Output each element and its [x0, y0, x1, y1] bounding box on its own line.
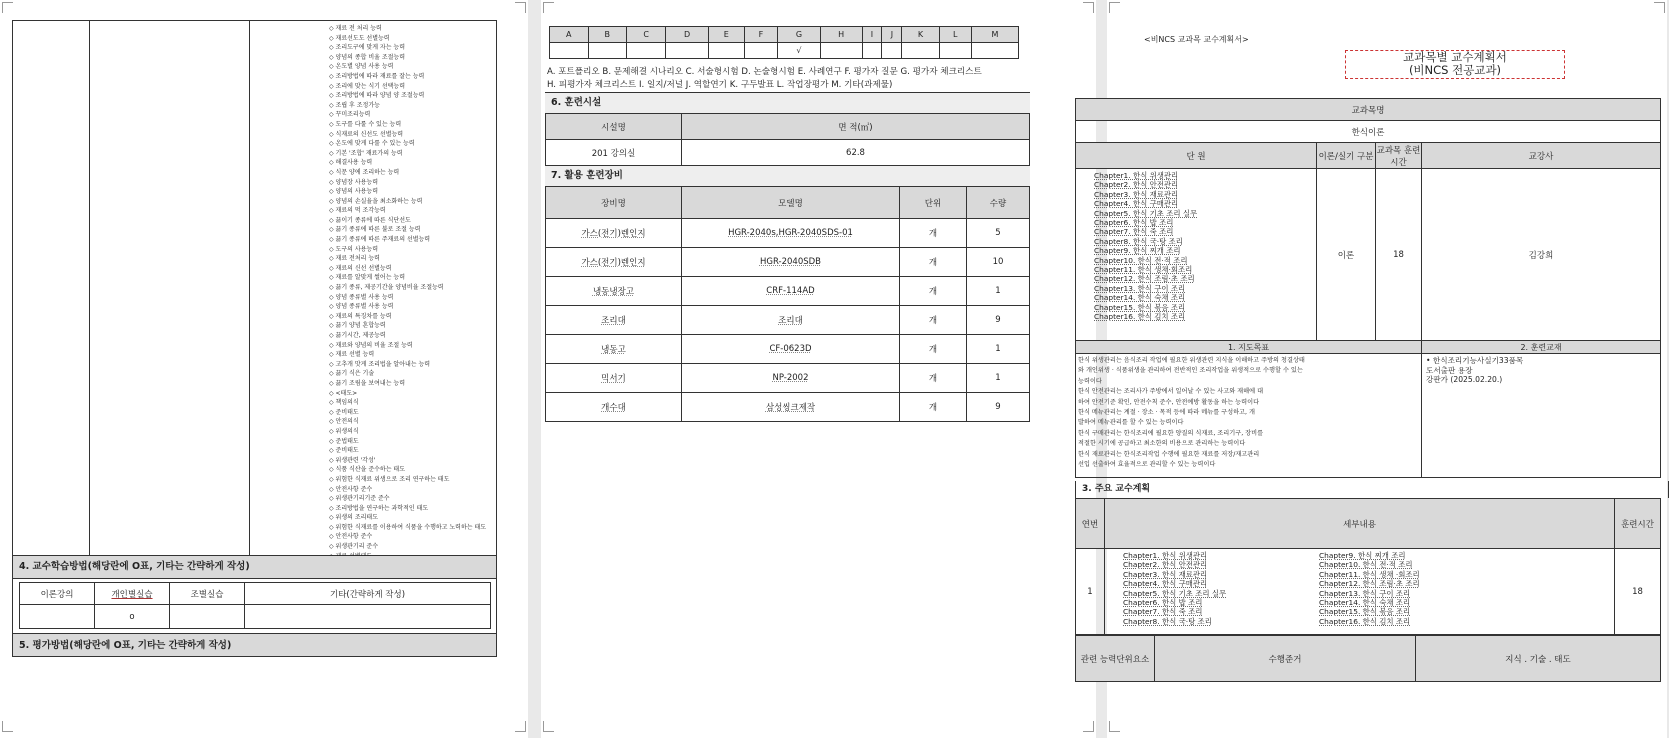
section-5-title: 5. 평가방법(해당란에 O표, 기타는 간략하게 작성)	[12, 633, 497, 657]
plan-item: Chapter9. 한식 찌개 조리	[1319, 551, 1406, 560]
ability-list	[329, 24, 486, 580]
material-line: • 한식조리기능사실기33품목	[1426, 356, 1524, 365]
equipment-row	[546, 248, 1030, 277]
ability-item: ◇ 끓기 종류에 따른 주재료의 선별능력	[329, 236, 431, 244]
grid-header: C	[627, 27, 666, 43]
equipment-unit: 개	[900, 306, 967, 335]
grid-cell[interactable]	[708, 43, 744, 59]
plan-item: Chapter3. 한식 재료관리	[1123, 569, 1208, 579]
plan-number: 1	[1076, 549, 1105, 635]
ability-item: ◇ 준비태도	[329, 408, 359, 416]
table-divider	[89, 21, 90, 555]
chapter-item: Chapter8. 한식 국·탕 조리	[1094, 236, 1183, 246]
ability-item: ◇ 위생관기리 준수	[329, 543, 379, 551]
ability-item: ◇ 재료 전 처리 능력	[329, 25, 382, 32]
chapter-item: Chapter9. 한식 찌개 조리	[1094, 246, 1181, 256]
ability-item: ◇ 끓기 조림을 보여내는 능력	[329, 379, 405, 387]
ability-item: ◇ 위생관련 '각성'	[329, 456, 376, 464]
page-corner-mark	[1083, 721, 1094, 732]
equipment-name: 가스(전기)렌인지	[546, 219, 682, 248]
grid-header: G	[778, 27, 821, 43]
ability-item: ◇ 위생의식	[329, 427, 359, 435]
section-7	[545, 166, 1030, 422]
ability-item: ◇ 재료 선별 능력	[329, 351, 375, 359]
equipment-row	[546, 393, 1030, 422]
plan-item: Chapter4. 한식 구매관리	[1123, 579, 1208, 589]
ability-item: ◇ 도구의 사용능력	[329, 245, 379, 253]
ability-item: ◇ 양념장 사용능력	[329, 178, 379, 186]
grid-header: A	[550, 27, 589, 43]
grid-cell[interactable]: √	[778, 43, 821, 59]
plan-hours: 18	[1615, 549, 1661, 635]
course-label: 교과목명	[1076, 99, 1661, 121]
page-corner-mark	[515, 2, 526, 13]
chapter-item: Chapter13. 한식 구이 조리	[1094, 283, 1186, 293]
ability-item: ◇ 책임의식	[329, 399, 359, 407]
plan-item: Chapter5. 한식 기초 조리 실무	[1123, 588, 1227, 598]
method-cell[interactable]: o	[95, 605, 170, 629]
grid-cell[interactable]	[902, 43, 939, 59]
legend-line: H. 피평가자 체크리스트 I. 일지/저널 J. 역할연기 K. 구두발표 L. 작업장평가 M. 기타(과제물)	[547, 80, 893, 90]
equipment-model: CF-0623D	[682, 335, 900, 364]
plan-item: Chapter12. 한식 조림·초 조리	[1319, 579, 1420, 589]
grid-cell[interactable]	[939, 43, 971, 59]
chapter-cell	[1076, 169, 1317, 341]
plan-item: Chapter14. 한식 숙채 조리	[1319, 598, 1411, 608]
chapter-item: Chapter11. 한식 생채·회조리	[1094, 265, 1193, 275]
equipment-qty: 1	[967, 364, 1030, 393]
grid-cell[interactable]	[588, 43, 627, 59]
ability-item: ◇ 안전사항 준수	[329, 533, 373, 541]
ability-item: ◇ 양념의 종합 비율 조절능력	[329, 53, 405, 61]
material-text	[1426, 356, 1656, 385]
goal-line: 한식 구매관리는 한식조리에 필요한 양질의 식재료, 조리기구, 장비를	[1078, 429, 1264, 437]
plan-title: 3. 주요 교수계획	[1075, 481, 1669, 498]
unit-hours: 18	[1376, 169, 1422, 341]
chapter-item: Chapter15. 한식 볶음 조리	[1094, 302, 1186, 312]
ability-item: ◇ 조리방법에 따라 재료를 잘는 능력	[329, 72, 425, 80]
legend-line: A. 포트폴리오 B. 문제해결 시나리오 C. 서술형시험 D. 논술형시험 E. 사례연구 F. 평가자 질문 G. 평가자 체크리스트	[547, 67, 982, 77]
equipment-row	[546, 335, 1030, 364]
grid-cell[interactable]	[971, 43, 1018, 59]
plan-item: Chapter8. 한식 국·탕 조리	[1123, 616, 1212, 626]
grid-header: L	[939, 27, 971, 43]
equipment-qty: 9	[967, 393, 1030, 422]
ability-item: ◇ 식문 양에 조리하는 능력	[329, 168, 400, 176]
equipment-model: NP-2002	[682, 364, 900, 393]
ability-item: ◇ 위생관기리기준 준수	[329, 495, 390, 503]
unit-header: 교과목 훈련시간	[1376, 143, 1422, 169]
evaluation-legend	[547, 66, 982, 92]
page-corner-mark	[1654, 2, 1665, 13]
goal-line: 선입 선출하여 효율적으로 관리할 수 있는 능력이다	[1078, 461, 1216, 469]
facility-header: 면 적(㎡)	[682, 114, 1030, 140]
ability-item: ◇ 위생의 조리태도	[329, 514, 379, 522]
equipment-row	[546, 277, 1030, 306]
plan-header: 훈련시간	[1615, 499, 1661, 549]
ability-item: ◇ 안전의식	[329, 418, 359, 426]
instructor: 김강희	[1422, 169, 1661, 341]
ability-item: ◇ 꾸미조리능력	[329, 111, 371, 119]
equipment-name: 개수대	[546, 393, 682, 422]
ability-item: ◇ <태도>	[329, 389, 358, 397]
ability-item: ◇ 양념의 손실율을 최소화하는 능력	[329, 197, 423, 205]
ability-item: ◇ 조리방법을 연구하는 과학적인 태도	[329, 504, 429, 512]
goal-cell	[1076, 354, 1422, 478]
goal-line: 한식 위생관리는 음식조리 작업에 필요한 위생관련 지식을 이해하고 주방의 청결상태	[1078, 357, 1305, 364]
chapter-item: Chapter7. 한식 죽 조리	[1094, 227, 1174, 237]
ability-item: ◇ 양념 종류별 사용 능력	[329, 293, 394, 301]
plan-item: Chapter11. 한식 생채 ·회조리	[1319, 569, 1420, 579]
grid-header: K	[902, 27, 939, 43]
plan-item: Chapter15. 한식 볶음 조리	[1319, 607, 1411, 617]
ability-item: ◇ 재료를 알맞게 썰어는 능력	[329, 274, 405, 282]
ability-item: ◇ 준비태도	[329, 447, 359, 455]
method-cell[interactable]	[20, 605, 95, 629]
grid-cell[interactable]	[820, 43, 862, 59]
grid-cell[interactable]	[550, 43, 589, 59]
ability-item: ◇ 재료의 특징차를 능력	[329, 312, 392, 320]
plan-list-left	[1123, 551, 1226, 626]
method-cell[interactable]	[245, 605, 491, 629]
plan-item: Chapter7. 한식 죽 조리	[1123, 607, 1203, 617]
document-page-1	[0, 0, 528, 738]
chapter-item: Chapter14. 한식 숙채 조리	[1094, 293, 1186, 303]
unit-header: 단 원	[1076, 143, 1317, 169]
ability-item: ◇ 고추개 맛게 조리법을 알아내는 능력	[329, 360, 431, 368]
equipment-name: 조리대	[546, 306, 682, 335]
goal-text	[1078, 356, 1419, 470]
equipment-model: HGR-2040s,HGR-2040SDS-01	[682, 219, 900, 248]
plan-item: Chapter13. 한식 구이 조리	[1319, 588, 1411, 598]
ability-item: ◇ 조립 후 조정가능	[329, 101, 380, 109]
grid-header: B	[588, 27, 627, 43]
grid-cell[interactable]	[862, 43, 882, 59]
ability-item: ◇ 양념 종류별 사용 능력	[329, 303, 394, 311]
plan-header: 세부내용	[1105, 499, 1615, 549]
facility-table	[545, 113, 1030, 166]
ability-item: ◇ 도구를 다룰 수 있는 능력	[329, 120, 402, 128]
ability-item: ◇ 재료와 양념의 비율 조절 능력	[329, 341, 413, 349]
unit-header: 이론/실기 구분	[1317, 143, 1376, 169]
equipment-row	[546, 306, 1030, 335]
ability-item: ◇ 위험한 식재료 위생으로 조리 연구하는 태도	[329, 475, 450, 483]
ability-item: ◇ 끓기 양념 혼합능력	[329, 322, 386, 330]
facility-name: 201 강의실	[546, 140, 682, 166]
ability-item: ◇ 끓기 종류, 제공기간을 양념비율 조절능력	[329, 284, 444, 292]
document-page-2	[541, 0, 1096, 738]
grid-cell[interactable]	[744, 43, 777, 59]
section-6	[545, 92, 1030, 166]
equipment-unit: 개	[900, 248, 967, 277]
chapter-item: Chapter6. 한식 밥 조리	[1094, 218, 1174, 228]
page-corner-mark	[515, 721, 526, 732]
ability-item: ◇ 조리에 맞는 식기 선택능력	[329, 82, 405, 90]
facility-header: 시설명	[546, 114, 682, 140]
grid-header: H	[820, 27, 862, 43]
goal-title: 1. 지도목표	[1076, 341, 1422, 354]
plan-detail-cell	[1105, 549, 1615, 635]
document-title	[1345, 50, 1565, 79]
equipment-name: 믹서기	[546, 364, 682, 393]
method-header: 이론강의	[20, 583, 95, 605]
chapter-item: Chapter4. 한식 구매관리	[1094, 199, 1179, 209]
plan-item: Chapter1. 한식 위생관리	[1123, 551, 1208, 560]
page-corner-mark	[1109, 2, 1120, 13]
method-cell[interactable]	[170, 605, 245, 629]
equipment-model: 조리대	[682, 306, 900, 335]
equipment-table	[545, 186, 1030, 422]
goal-line: 한식 메뉴관리는 계절 · 장소 · 목적 등에 따라 메뉴를 구성하고, 개	[1078, 409, 1255, 417]
evaluation-grid	[549, 26, 1019, 59]
equipment-model: 삼성씽크제작	[682, 393, 900, 422]
section-7-title: 7. 활용 훈련장비	[545, 166, 1030, 186]
method-header: 조별실습	[170, 583, 245, 605]
grid-header: I	[862, 27, 882, 43]
footer-header: 지식 . 기술 . 태도	[1416, 636, 1661, 682]
chapter-item: Chapter12. 한식 조림·초 조리	[1094, 274, 1195, 284]
grid-cell[interactable]	[666, 43, 709, 59]
ability-item: ◇ 조리방법에 따라 양념 양 조절능력	[329, 92, 425, 100]
equipment-name: 가스(전기)렌인지	[546, 248, 682, 277]
equipment-qty: 1	[967, 277, 1030, 306]
table-divider	[249, 21, 250, 555]
equipment-header: 수량	[967, 187, 1030, 219]
ability-item: ◇ 온도에 맞게 다룰 수 있는 능력	[329, 140, 415, 148]
equipment-qty: 5	[967, 219, 1030, 248]
header-note: <비NCS 교과목 교수계획서>	[1144, 35, 1249, 44]
goal-line: 능력이다	[1078, 377, 1102, 385]
ability-item: ◇ 양념의 사용능력	[329, 188, 379, 196]
chapter-item: Chapter2. 한식 안전관리	[1094, 180, 1179, 190]
method-table	[19, 582, 491, 629]
footer-table	[1075, 635, 1661, 682]
material-cell[interactable]	[1422, 354, 1661, 478]
grid-cell[interactable]	[882, 43, 902, 59]
equipment-unit: 개	[900, 393, 967, 422]
goal-line: 발하여 메뉴관리를 할 수 있는 능력이다	[1078, 419, 1184, 427]
ability-item: ◇ 끓이기 종류에 따른 식단선도	[329, 216, 411, 224]
equipment-header: 단위	[900, 187, 967, 219]
grid-cell[interactable]	[627, 43, 666, 59]
equipment-qty: 1	[967, 335, 1030, 364]
equipment-unit: 개	[900, 277, 967, 306]
plan-item: Chapter10. 한식 전·적 조리	[1319, 560, 1413, 570]
course-plan-table	[1075, 98, 1661, 478]
ability-table	[12, 20, 497, 556]
material-line: 도서출판 용장	[1426, 365, 1473, 375]
facility-area: 62.8	[682, 140, 1030, 166]
ability-item: ◇ 온도별 양념 사용 능력	[329, 63, 394, 71]
equipment-model: CRF-114AD	[682, 277, 900, 306]
equipment-unit: 개	[900, 219, 967, 248]
chapter-item: Chapter3. 한식 재료관리	[1094, 189, 1179, 199]
method-header: 개인별실습	[95, 583, 170, 605]
ability-item: ◇ 식품 식산을 준수하는 태도	[329, 466, 405, 474]
page-corner-mark	[1109, 721, 1120, 732]
equipment-header: 장비명	[546, 187, 682, 219]
title-line: (비NCS 전공교과)	[1408, 63, 1502, 77]
ability-item: ◇ 재료 전처리 능력	[329, 255, 380, 263]
equipment-row	[546, 364, 1030, 393]
ability-item: ◇ 식재료의 신선도 선별능력	[329, 130, 404, 138]
footer-header: 수행준거	[1155, 636, 1416, 682]
plan-table	[1075, 498, 1661, 635]
grid-header: F	[744, 27, 777, 43]
equipment-name: 냉동고	[546, 335, 682, 364]
material-line: 강판가 (2025.02.20.)	[1426, 375, 1503, 385]
ability-item: ◇ 끓기시간, 제공능력	[329, 332, 386, 339]
grid-header: J	[882, 27, 902, 43]
ability-item: ◇ 조리도구에 맞게 자는 능력	[329, 44, 405, 52]
ability-item: ◇ 재료선도도 선별능력	[329, 34, 390, 42]
footer-header: 관련 능력단위요소	[1076, 636, 1155, 682]
chapter-item: Chapter5. 한식 기초 조리 실무	[1094, 208, 1198, 218]
equipment-qty: 9	[967, 306, 1030, 335]
goal-line: 한식 안전관리는 조리사가 주방에서 일어날 수 있는 사고와 재해에 대	[1078, 388, 1264, 396]
material-title: 2. 훈련교재	[1422, 341, 1661, 354]
equipment-qty: 10	[967, 248, 1030, 277]
equipment-unit: 개	[900, 335, 967, 364]
plan-item: Chapter2. 한식 안전관리	[1123, 560, 1208, 570]
document-page-3	[1078, 0, 1667, 738]
ability-item: ◇ 재료의 신선 선별능력	[329, 264, 392, 272]
page-corner-mark	[1083, 2, 1094, 13]
method-header: 기타(간략하게 작성)	[245, 583, 491, 605]
goal-line: 한식 재료관리는 한식조리작업 수행에 필요한 재료를 저장/재고관리	[1078, 450, 1260, 458]
plan-header: 연번	[1076, 499, 1105, 549]
equipment-row	[546, 219, 1030, 248]
goal-line: 하여 안전기준 확인, 안전수칙 준수, 안전예방 활동을 하는 능력이다	[1078, 398, 1260, 406]
page-corner-mark	[543, 2, 554, 13]
page-corner-mark	[543, 721, 554, 732]
chapter-item: Chapter1. 한식 위생관리	[1094, 171, 1179, 180]
plan-item: Chapter6. 한식 밥 조리	[1123, 598, 1203, 608]
equipment-unit: 개	[900, 364, 967, 393]
chapter-item: Chapter16. 한식 김치 조리	[1094, 312, 1186, 322]
ability-item: ◇ 기본 '조합' 재료가의 능력	[329, 149, 403, 157]
goal-line: 적절한 시기에 공급하고 최소한의 비용으로 관리하는 능력이다	[1078, 440, 1246, 448]
course-name: 한식이론	[1076, 121, 1661, 143]
section-6-title: 6. 훈련시설	[545, 92, 1030, 113]
equipment-model: HGR-2040SDB	[682, 248, 900, 277]
ability-item: ◇ 해결사용 능력	[329, 159, 373, 167]
chapter-list	[1094, 171, 1316, 322]
plan-item: Chapter16. 한식 김치 조리	[1319, 616, 1411, 626]
equipment-header: 모델명	[682, 187, 900, 219]
section-4-title: 4. 교수학습방법(해당란에 O표, 기타는 간략하게 작성)	[13, 556, 496, 579]
plan-list-right	[1319, 551, 1420, 626]
grid-header: D	[666, 27, 709, 43]
goal-line: 와 개인위생 · 식품위생을 관리하여 전반적인 조리작업을 위생적으로 수행할 수 있는	[1078, 367, 1303, 375]
ability-item: ◇ 위험한 식재료를 이용하여 식품을 수행하고 노력하는 태도	[329, 523, 487, 531]
equipment-name: 냉동냉장고	[546, 277, 682, 306]
page-corner-mark	[2, 2, 13, 13]
chapter-item: Chapter10. 한식 전·적 조리	[1094, 255, 1188, 265]
page-corner-mark	[2, 721, 13, 732]
ability-item: ◇ 재료의 먹 조각능력	[329, 207, 386, 215]
unit-type: 이론	[1317, 169, 1376, 341]
ability-item: ◇ 끓기 식은 기술	[329, 370, 375, 378]
ability-item: ◇ 안전사항 준수	[329, 485, 373, 493]
ability-item: ◇ 준법태도	[329, 437, 359, 445]
title-line: 교과목별 교수계획서	[1403, 50, 1507, 64]
grid-header: E	[708, 27, 744, 43]
unit-header: 교강사	[1422, 143, 1661, 169]
ability-item: ◇ 끓기 종류에 따른 불로 조절 능력	[329, 226, 421, 234]
grid-header: M	[971, 27, 1018, 43]
